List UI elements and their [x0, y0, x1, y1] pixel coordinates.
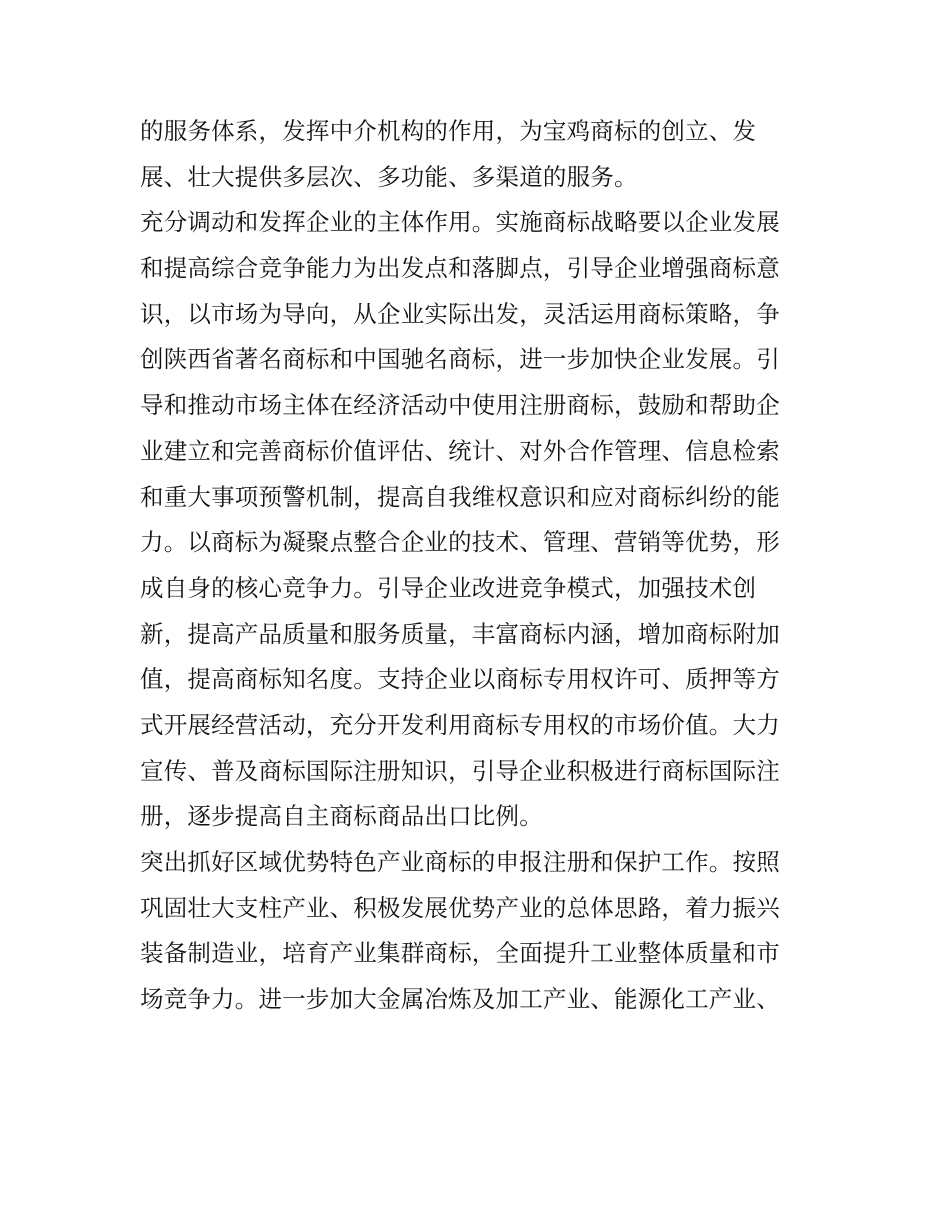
- text-line: 力。以商标为凝聚点整合企业的技术、管理、营销等优势，形: [140, 528, 780, 557]
- text-line: 场竞争力。进一步加大金属冶炼及加工产业、能源化工产业、: [140, 985, 780, 1014]
- text-line: 突出抓好区域优势特色产业商标的申报注册和保护工作。按照: [140, 848, 780, 876]
- text-line: 式开展经营活动，充分开发利用商标专用权的市场价值。大力: [140, 710, 780, 739]
- text-line: 册，逐步提高自主商标商品出口比例。: [140, 802, 543, 831]
- text-line: 的服务体系，发挥中介机构的作用，为宝鸡商标的创立、发: [140, 117, 757, 145]
- text-line: 创陕西省著名商标和中国驰名商标，进一步加快企业发展。引: [140, 345, 780, 374]
- text-line: 识，以市场为导向，从企业实际出发，灵活运用商标策略，争: [140, 299, 780, 328]
- text-line: 充分调动和发挥企业的主体作用。实施商标战略要以企业发展: [140, 208, 780, 237]
- text-line: 巩固壮大支柱产业、积极发展优势产业的总体思路，着力振兴: [140, 893, 780, 922]
- text-line: 宣传、普及商标国际注册知识，引导企业积极进行商标国际注: [140, 756, 780, 785]
- text-line: 和提高综合竞争能力为出发点和落脚点，引导企业增强商标意: [140, 254, 780, 283]
- text-line: 业建立和完善商标价值评估、统计、对外合作管理、信息检索: [140, 436, 780, 465]
- text-line: 值，提高商标知名度。支持企业以商标专用权许可、质押等方: [140, 665, 780, 694]
- body-text: [140, 109, 820, 1023]
- text-line: 装备制造业，培育产业集群商标，全面提升工业整体质量和市: [140, 939, 780, 968]
- text-line: 新，提高产品质量和服务质量，丰富商标内涵，增加商标附加: [140, 619, 780, 648]
- text-line: 展、壮大提供多层次、多功能、多渠道的服务。: [140, 162, 638, 191]
- text-line: 导和推动市场主体在经济活动中使用注册商标，鼓励和帮助企: [140, 391, 780, 420]
- text-line: 和重大事项预警机制，提高自我维权意识和应对商标纠纷的能: [140, 482, 780, 511]
- text-line: 成自身的核心竞争力。引导企业改进竞争模式，加强技术创: [140, 573, 757, 602]
